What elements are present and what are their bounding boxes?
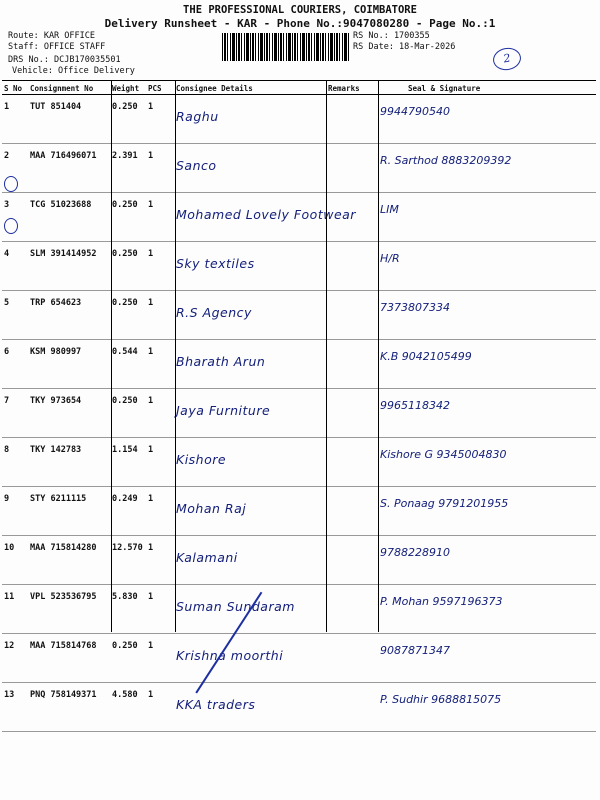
- cell-sno: 8: [2, 438, 28, 487]
- cell-remarks: [326, 291, 378, 340]
- cell-consignee: Kalamani: [174, 536, 326, 585]
- cell-consignee: Krishna moorthi: [174, 634, 326, 683]
- cell-consignment: MAA 715814280: [28, 536, 110, 585]
- table-row: [2, 242, 596, 291]
- cell-weight: 1.154: [110, 438, 146, 487]
- col-signature: Seal & Signature: [378, 81, 596, 95]
- cell-consignment: TCG 51023688: [28, 193, 110, 242]
- cell-remarks: [326, 487, 378, 536]
- cell-remarks: [326, 95, 378, 144]
- cell-consignment: TKY 142783: [28, 438, 110, 487]
- handwritten-page-number: 2: [491, 46, 522, 73]
- cell-sno: 3: [2, 193, 28, 242]
- cell-consignee: Kishore: [174, 438, 326, 487]
- cell-signature: P. Mohan 9597196373: [378, 585, 596, 634]
- staff-label: Staff: OFFICE STAFF: [8, 42, 106, 52]
- cell-sno: 5: [2, 291, 28, 340]
- cell-pcs: 1: [146, 438, 174, 487]
- table-row: [2, 487, 596, 536]
- table-row: [2, 95, 596, 144]
- cell-weight: 0.250: [110, 389, 146, 438]
- col-consignee: Consignee Details: [174, 81, 326, 95]
- cell-pcs: 1: [146, 144, 174, 193]
- rs-number: RS No.: 1700355: [353, 31, 430, 41]
- cell-signature: 9944790540: [378, 95, 596, 144]
- vehicle-label: Vehicle: Office Delivery: [12, 66, 135, 76]
- cell-consignee: Mohan Raj: [174, 487, 326, 536]
- table-header-row: [2, 81, 596, 95]
- cell-signature: K.B 9042105499: [378, 340, 596, 389]
- cell-remarks: [326, 438, 378, 487]
- runsheet-meta-right: [353, 31, 455, 53]
- cell-pcs: 1: [146, 340, 174, 389]
- table-row: [2, 438, 596, 487]
- cell-consignment: KSM 980997: [28, 340, 110, 389]
- cell-remarks: [326, 242, 378, 291]
- cell-weight: 0.250: [110, 193, 146, 242]
- document-subtitle: Delivery Runsheet - KAR - Phone No.:9047080280 - Page No.:1: [104, 17, 496, 30]
- table-row: [2, 193, 596, 242]
- cell-weight: 12.570: [110, 536, 146, 585]
- cell-remarks: [326, 536, 378, 585]
- col-sno: S No: [2, 81, 28, 95]
- cell-consignee: Suman Sundaram: [174, 585, 326, 634]
- cell-sno: 10: [2, 536, 28, 585]
- cell-pcs: 1: [146, 487, 174, 536]
- cell-signature: R. Sarthod 8883209392: [378, 144, 596, 193]
- cell-signature: S. Ponaag 9791201955: [378, 487, 596, 536]
- cell-sno: 6: [2, 340, 28, 389]
- cell-remarks: [326, 389, 378, 438]
- col-weight: Weight: [110, 81, 146, 95]
- cell-signature: P. Sudhir 9688815075: [378, 683, 596, 732]
- cell-weight: 5.830: [110, 585, 146, 634]
- rs-date: RS Date: 18-Mar-2026: [353, 42, 456, 52]
- cell-sno: 11: [2, 585, 28, 634]
- cell-sno: 13: [2, 683, 28, 732]
- cell-remarks: [326, 585, 378, 634]
- cell-consignee: Raghu: [174, 95, 326, 144]
- route-label: Route: KAR OFFICE: [8, 31, 95, 41]
- cell-pcs: 1: [146, 193, 174, 242]
- cell-weight: 0.250: [110, 634, 146, 683]
- cell-weight: 0.250: [110, 242, 146, 291]
- col-remarks: Remarks: [326, 81, 378, 95]
- cell-signature: 9788228910: [378, 536, 596, 585]
- cell-consignment: VPL 523536795: [28, 585, 110, 634]
- cell-consignment: MAA 715814768: [28, 634, 110, 683]
- cell-consignee: R.S Agency: [174, 291, 326, 340]
- cell-remarks: [326, 340, 378, 389]
- runsheet-meta-left: [8, 31, 135, 77]
- cell-signature: LIM: [378, 193, 596, 242]
- cell-consignee: Sky textiles: [174, 242, 326, 291]
- cell-consignee: KKA traders: [174, 683, 326, 732]
- table-row: [2, 683, 596, 732]
- cell-consignment: MAA 716496071: [28, 144, 110, 193]
- cell-pcs: 1: [146, 683, 174, 732]
- cell-consignee: Mohamed Lovely Footwear: [174, 193, 326, 242]
- column-divider: [378, 80, 379, 632]
- cell-pcs: 1: [146, 536, 174, 585]
- cell-sno: 7: [2, 389, 28, 438]
- cell-sno: 2: [2, 144, 28, 193]
- column-divider: [175, 80, 176, 632]
- cell-sno: 12: [2, 634, 28, 683]
- col-consignment: Consignment No: [28, 81, 110, 95]
- col-pcs: PCS: [146, 81, 174, 95]
- document-title: THE PROFESSIONAL COURIERS, COIMBATORE: [183, 4, 417, 16]
- cell-weight: 0.250: [110, 291, 146, 340]
- cell-consignee: Jaya Furniture: [174, 389, 326, 438]
- cell-pcs: 1: [146, 95, 174, 144]
- column-divider: [111, 80, 112, 632]
- cell-signature: 9965118342: [378, 389, 596, 438]
- drs-number: DRS No.: DCJB170035501: [8, 55, 121, 65]
- cell-signature: 9087871347: [378, 634, 596, 683]
- cell-consignment: SLM 391414952: [28, 242, 110, 291]
- table-row: [2, 144, 596, 193]
- table-row: [2, 585, 596, 634]
- cell-consignment: TUT 851404: [28, 95, 110, 144]
- handwritten-circle-mark: [4, 176, 18, 192]
- cell-consignee: Bharath Arun: [174, 340, 326, 389]
- cell-remarks: [326, 634, 378, 683]
- column-divider: [326, 80, 327, 632]
- cell-consignee: Sanco: [174, 144, 326, 193]
- cell-pcs: 1: [146, 634, 174, 683]
- table-row: [2, 389, 596, 438]
- table-row: [2, 291, 596, 340]
- cell-signature: H/R: [378, 242, 596, 291]
- cell-signature: 7373807334: [378, 291, 596, 340]
- cell-consignment: TRP 654623: [28, 291, 110, 340]
- cell-pcs: 1: [146, 389, 174, 438]
- cell-weight: 2.391: [110, 144, 146, 193]
- cell-weight: 0.249: [110, 487, 146, 536]
- cell-consignment: STY 6211115: [28, 487, 110, 536]
- cell-pcs: 1: [146, 291, 174, 340]
- runsheet-table: [2, 80, 596, 732]
- cell-weight: 0.250: [110, 95, 146, 144]
- cell-pcs: 1: [146, 242, 174, 291]
- table-row: [2, 536, 596, 585]
- cell-sno: 1: [2, 95, 28, 144]
- cell-remarks: [326, 683, 378, 732]
- cell-pcs: 1: [146, 585, 174, 634]
- cell-remarks: [326, 144, 378, 193]
- barcode: [222, 33, 350, 61]
- cell-weight: 0.544: [110, 340, 146, 389]
- table-row: [2, 340, 596, 389]
- table-row: [2, 634, 596, 683]
- handwritten-circle-mark: [4, 218, 18, 234]
- cell-signature: Kishore G 9345004830: [378, 438, 596, 487]
- cell-consignment: PNQ 758149371: [28, 683, 110, 732]
- cell-consignment: TKY 973654: [28, 389, 110, 438]
- cell-sno: 4: [2, 242, 28, 291]
- cell-weight: 4.580: [110, 683, 146, 732]
- cell-sno: 9: [2, 487, 28, 536]
